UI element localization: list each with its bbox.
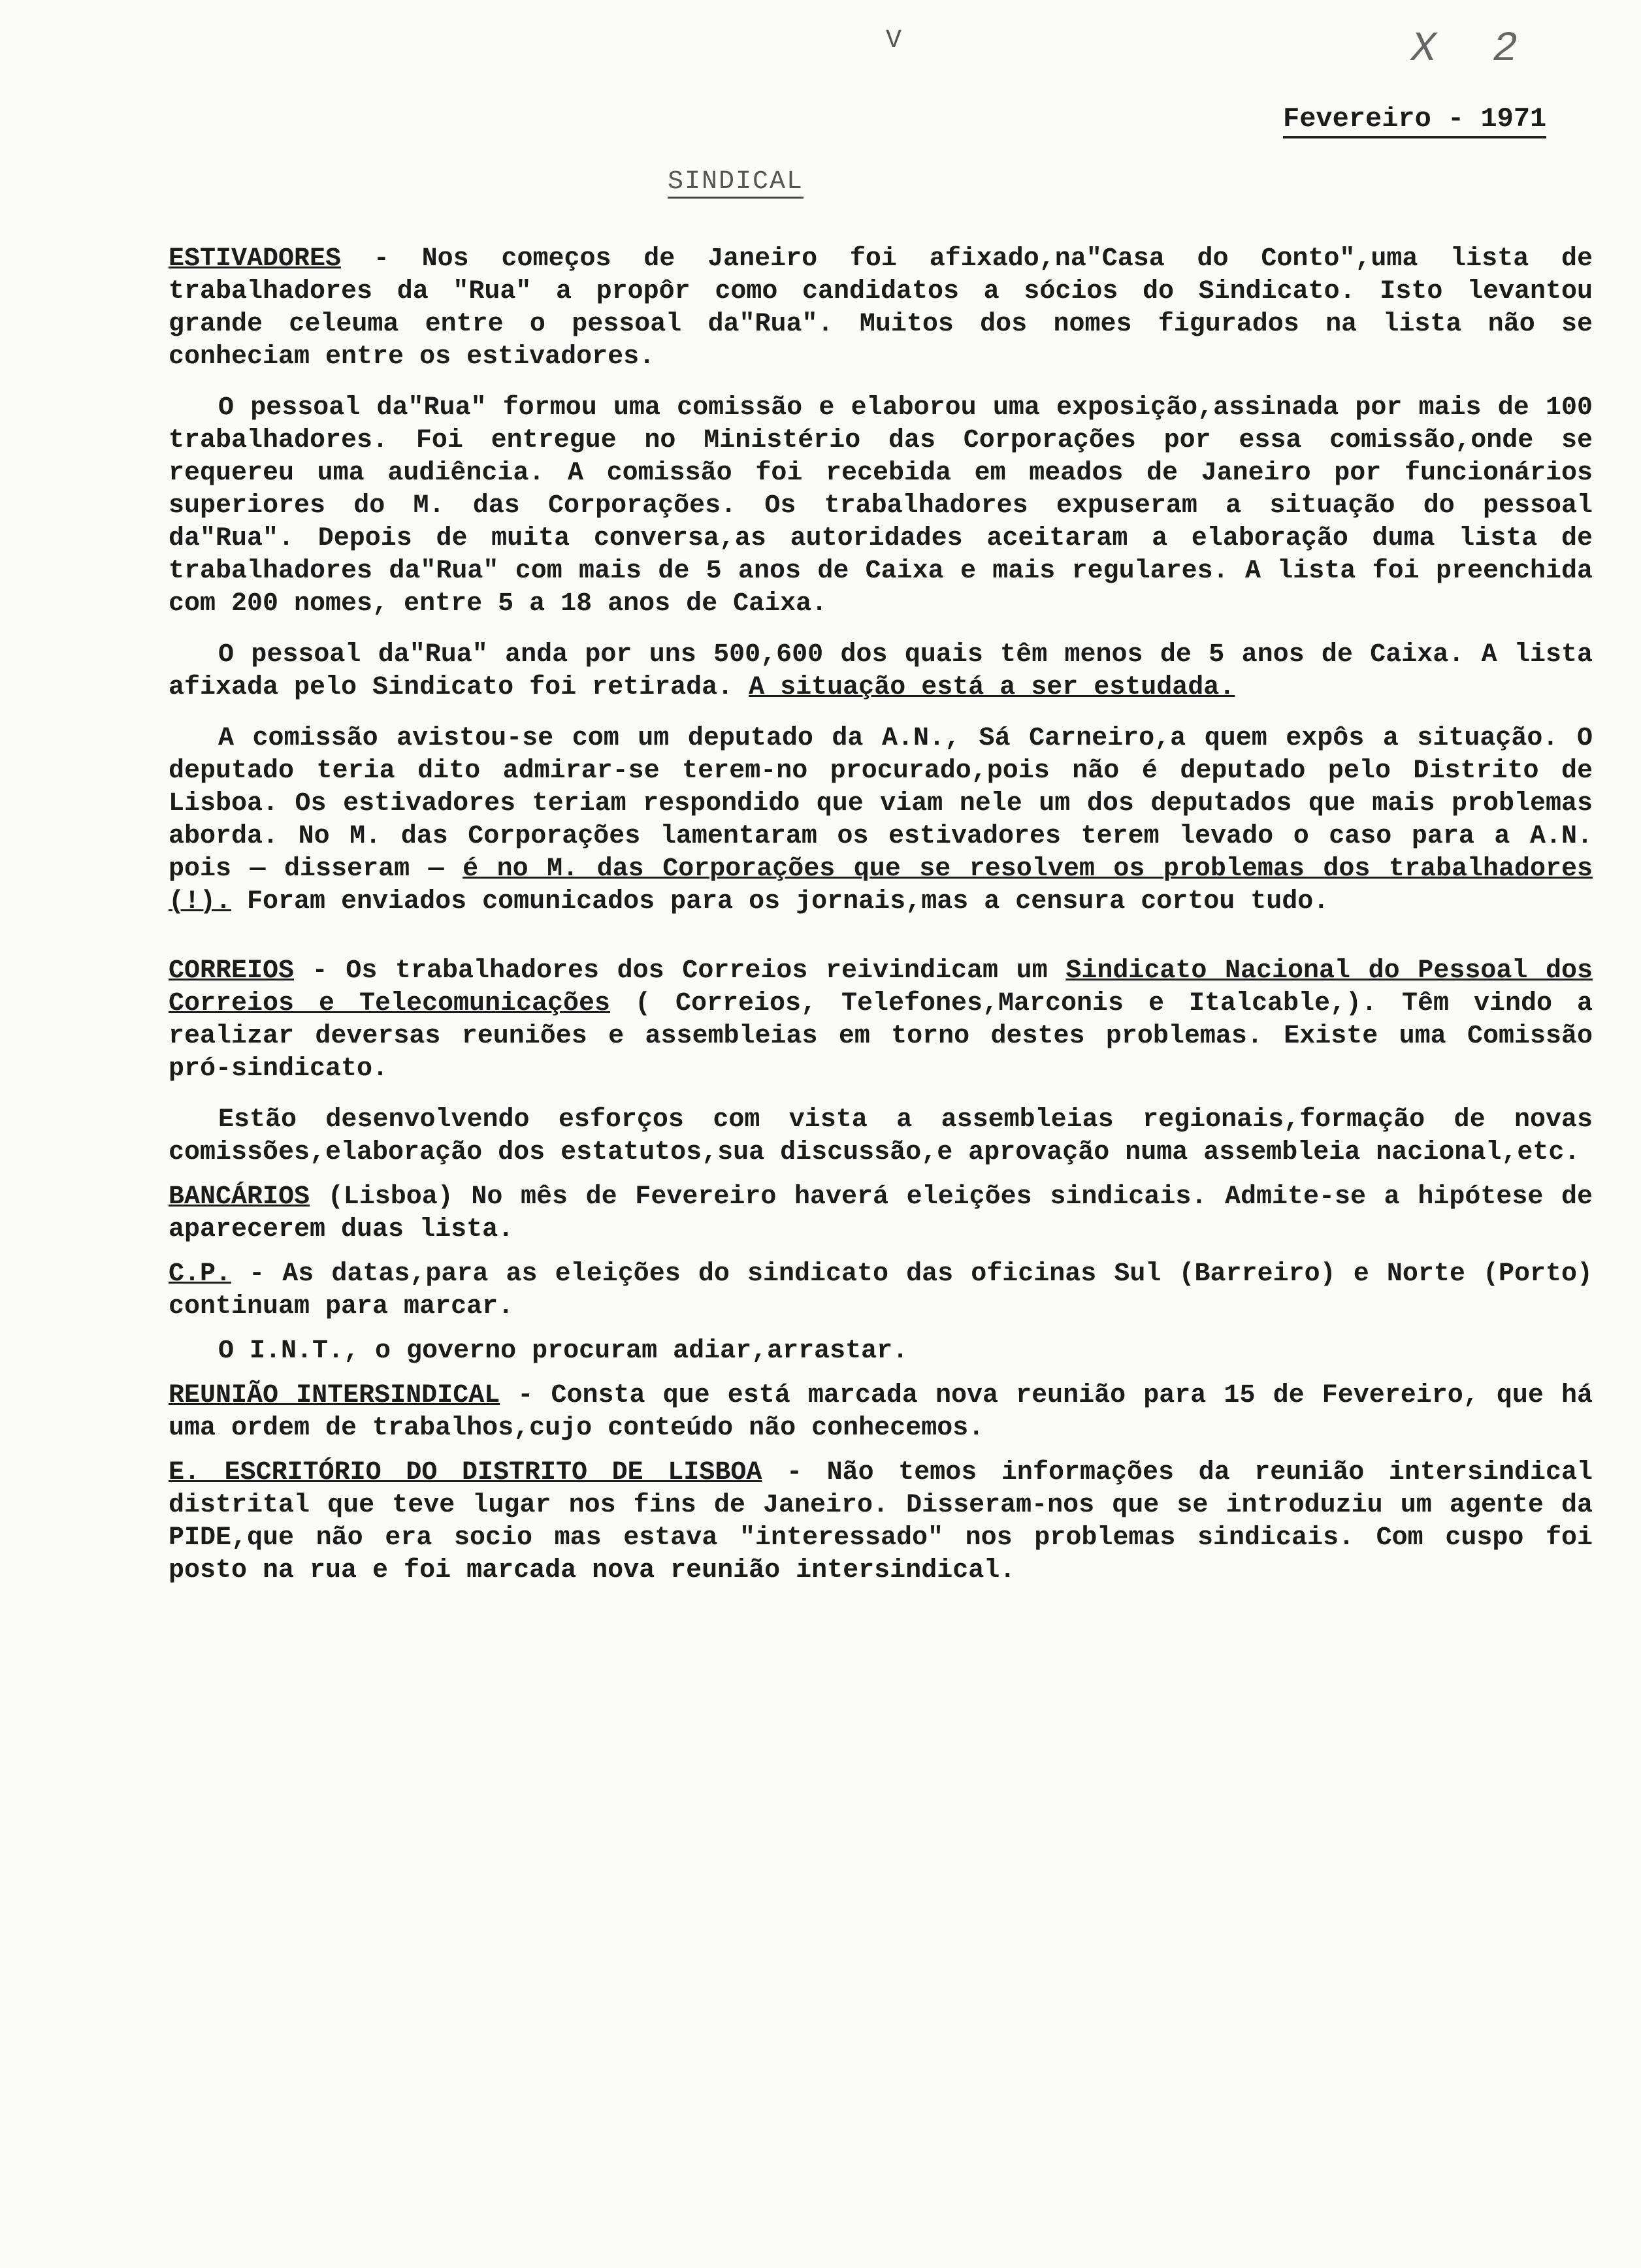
section-heading-escritorio-lisboa: E. ESCRITÓRIO DO DISTRITO DE LISBOA — [169, 1458, 762, 1487]
section-heading-cp: C.P. — [169, 1259, 232, 1289]
section-spacer — [169, 937, 1593, 955]
estivadores-underlined-3b: A situação está a ser estudada. — [749, 673, 1235, 702]
document-body — [169, 243, 1593, 1599]
section-heading-bancarios: BANCÁRIOS — [169, 1182, 310, 1212]
estivadores-paragraph-1 — [169, 243, 1593, 374]
correios-text-1c: ( Correios, Telefones,Marconis e Italcable,). Têm vindo a realizar deversas reuniões e assembleias em torno destes problemas. Existe uma Comissão pró-sindicato. — [169, 989, 1593, 1084]
escritorio-paragraph — [169, 1457, 1593, 1587]
reuniao-paragraph — [169, 1380, 1593, 1445]
top-handwritten-mark: V — [886, 26, 902, 56]
escritorio-text: - Não temos informações da reunião intersindical distrital que teve lugar nos fins de Janeiro. Disseram-nos que se introduziu um agente da PIDE,que não era socio mas estava "interessado" nos problemas sindicais. Com cuspo foi posto na rua e foi marcada nova reunião intersindical. — [169, 1458, 1593, 1585]
estivadores-paragraph-2: O pessoal da"Rua" formou uma comissão e elaborou uma exposição,assinada por mais de 100 trabalhadores. Foi entregue no Ministério das Corporações por essa comissão,onde se requereu uma audiência. A comissão foi recebida em meados de Janeiro por funcionários superiores do M. das Corporações. Os trabalhadores expuseram a situação do pessoal da"Rua". Depois de muita conversa,as autoridades aceitaram a elaboração duma lista de trabalhadores da"Rua" com mais de 5 anos de Caixa e mais regulares. A lista foi preenchida com 200 nomes, entre 5 a 18 anos de Caixa. — [169, 393, 1593, 619]
estivadores-underlined-4b: é no M. das Corporações que se resolvem os problemas dos trabalhadores (!). — [169, 854, 1593, 916]
correios-paragraph-2: Estão desenvolvendo esforços com vista a assembleias regionais,formação de novas comissões,elaboração dos estatutos,sua discussão,e aprovação numa assembleia nacional,etc. — [169, 1105, 1593, 1167]
estivadores-text-3a: O pessoal da"Rua" anda por uns 500,600 dos quais têm menos de 5 anos de Caixa. A lista afixada pelo Sindicato foi retirada. — [169, 640, 1593, 702]
document-date: Fevereiro - 1971 — [1283, 103, 1546, 138]
bancarios-paragraph — [169, 1181, 1593, 1246]
section-heading-correios: CORREIOS — [169, 956, 295, 986]
reuniao-text: - Consta que está marcada nova reunião para 15 de Fevereiro, que há uma ordem de trabalhos,cujo conteúdo não conhecemos. — [169, 1381, 1593, 1443]
section-heading-reuniao-intersindical: REUNIÃO INTERSINDICAL — [169, 1381, 500, 1410]
estivadores-text-1: - Nos começos de Janeiro foi afixado,na"Casa do Conto",uma lista de trabalhadores da "Rua" a propôr como candidatos a sócios do Sindicato. Isto levantou grande celeuma entre o pessoal da"Rua". Muitos dos nomes figurados na lista não se conheciam entre os estivadores. — [169, 244, 1593, 372]
correios-text-1a: - Os trabalhadores dos Correios reivindicam um — [294, 956, 1066, 986]
bancarios-text: (Lisboa) No mês de Fevereiro haverá eleições sindicais. Admite-se a hipótese de aparecerem duas lista. — [169, 1182, 1593, 1244]
estivadores-text-4a: A comissão avistou-se com um deputado da A.N., Sá Carneiro,a quem expôs a situação. O deputado teria dito admirar-se terem-no procurado,pois não é deputado pelo Distrito de Lisboa. Os estivadores teriam respondido que viam nele um dos deputados que mais problemas aborda. No M. das Corporações lamentaram os estivadores terem levado o caso para a A.N. pois — disseram — — [169, 724, 1593, 884]
cp-paragraph-1 — [169, 1258, 1593, 1323]
page-title: SINDICAL — [668, 167, 804, 199]
estivadores-text-4c: Foram enviados comunicados para os jornais,mas a censura cortou tudo. — [231, 887, 1329, 916]
cp-paragraph-2: O I.N.T., o governo procuram adiar,arrastar. — [218, 1336, 909, 1366]
correios-underlined-1b: Sindicato Nacional do Pessoal dos Correios e Telecomunicações — [169, 956, 1593, 1018]
cp-text-1: - As datas,para as eleições do sindicato das oficinas Sul (Barreiro) e Norte (Porto) continuam para marcar. — [169, 1259, 1593, 1321]
top-right-handwritten-mark: X 2 — [1411, 26, 1534, 73]
correios-paragraph-1 — [169, 955, 1593, 1086]
estivadores-paragraph-3 — [169, 639, 1593, 704]
section-heading-estivadores: ESTIVADORES — [169, 244, 342, 274]
estivadores-paragraph-4 — [169, 722, 1593, 918]
